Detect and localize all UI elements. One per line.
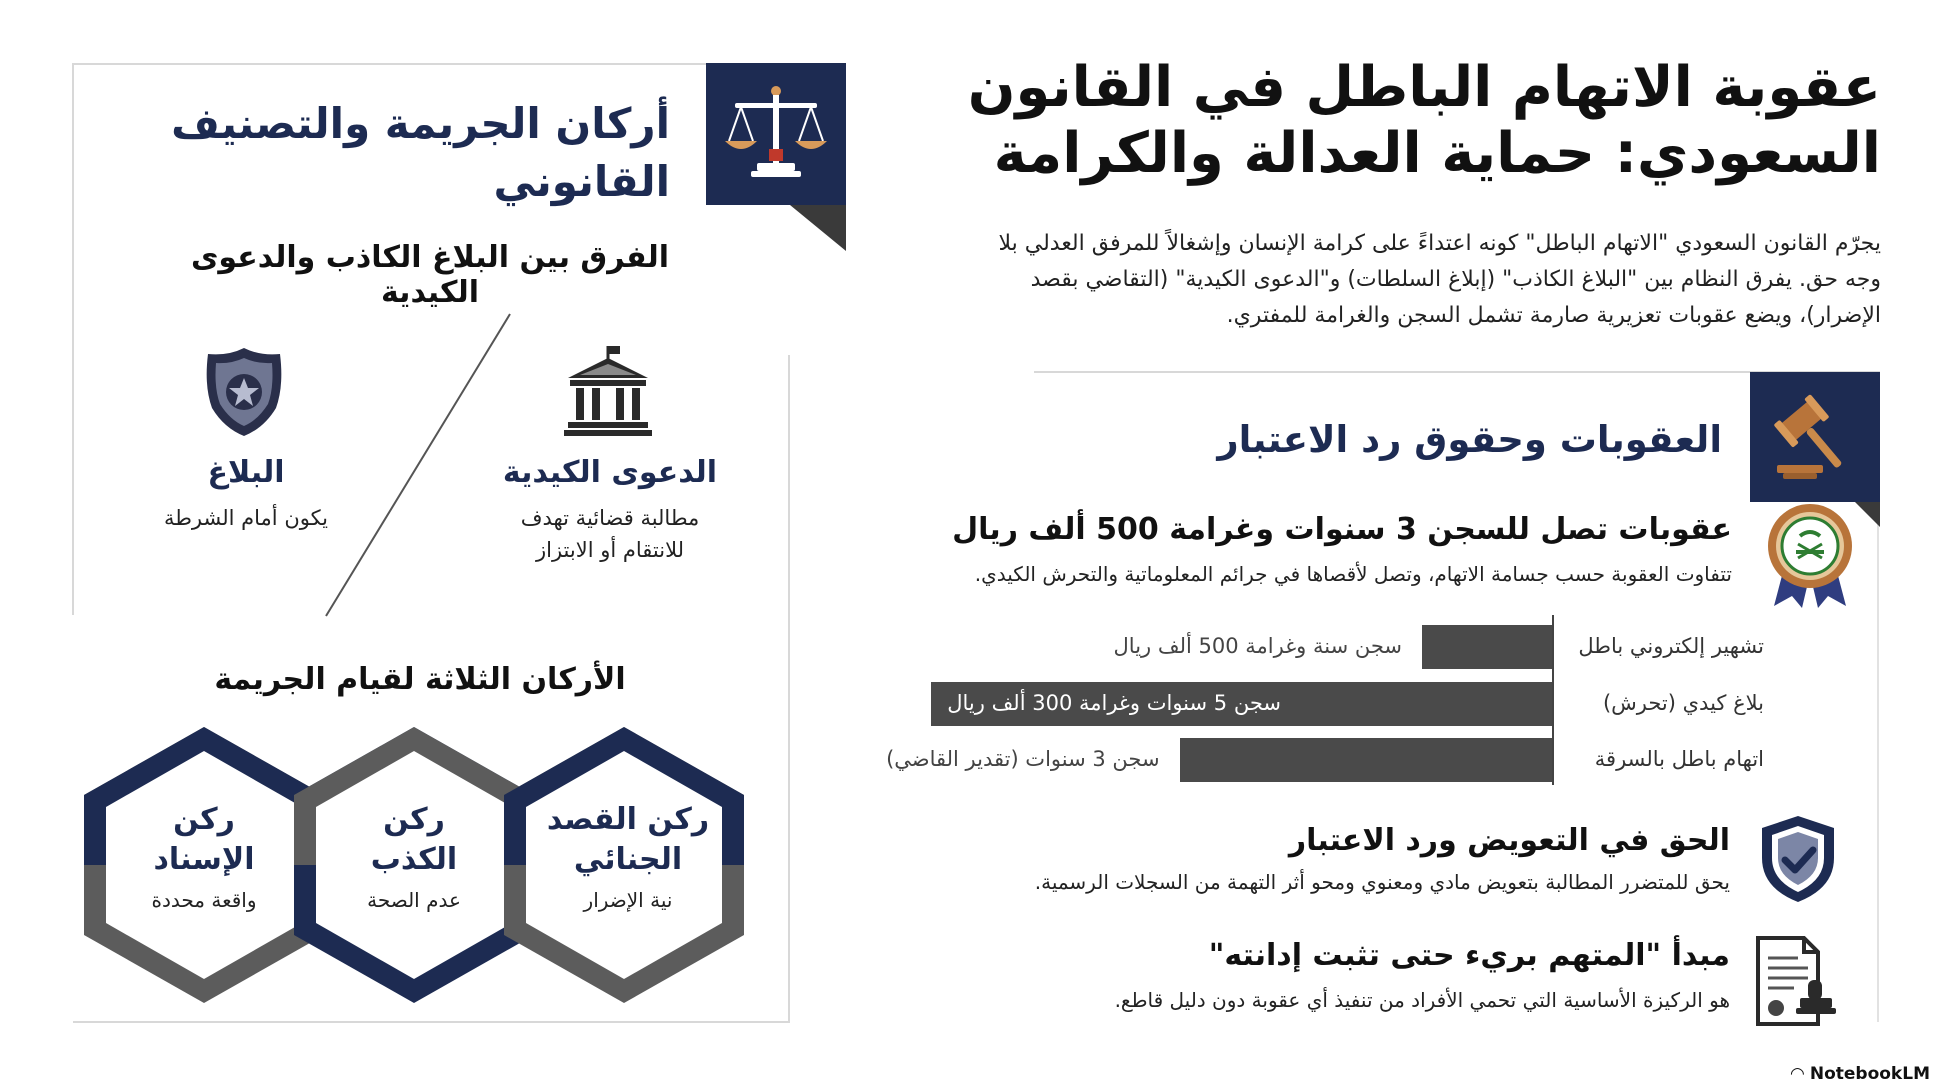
element-attribution-desc: واقعة محددة [151,888,257,912]
police-badge-icon [202,346,286,438]
element-intent-desc: نية الإضرار [583,888,673,912]
chart-value-label: سجن سنة وغرامة 500 ألف ريال [1113,634,1402,658]
malicious-suit-title: الدعوى الكيدية [502,455,718,490]
notebooklm-logo-icon: ◠ [1790,1064,1804,1084]
penalties-section-title: العقوبات وحقوق رد الاعتبار [1217,418,1722,461]
penalty-headline: عقوبات تصل للسجن 3 سنوات وغرامة 500 ألف ريال [952,512,1732,547]
chart-category-label: بلاغ كيدي (تحرش) [1602,691,1764,715]
intro-line-1: يجرّم القانون السعودي "الاتهام الباطل" كونه اعتداءً على كرامة الإنسان وإشغالاً للمرفق العدلي بلا [998,231,1881,256]
box-fold [790,205,846,251]
page-title-line-2: السعودي: حماية العدالة والكرامة [993,121,1881,186]
elements-title: الأركان الثلاثة لقيام الجريمة [214,662,626,697]
intro-paragraph [881,226,1881,334]
brand-label: NotebookLM [1809,1064,1930,1084]
element-card-intent [528,800,728,912]
element-falsehood-desc: عدم الصحة [367,888,461,912]
report-desc: يكون أمام الشرطة [163,506,329,530]
document-stamp-icon [1754,934,1844,1028]
compensation-desc: يحق للمتضرر المطالبة بتعويض مادي ومعنوي ومحو أثر التهمة من السجلات الرسمية. [1034,870,1730,894]
penalty-headline-desc: تتفاوت العقوبة حسب جسامة الاتهام، وتصل لأقصاها في جرائم المعلوماتية والتحرش الكيدي. [974,562,1732,586]
element-intent-title-line-2: الجنائي [573,842,683,877]
chart-category-label: تشهير إلكتروني باطل [1578,634,1764,658]
left-title-line-1: أركان الجريمة والتصنيف [171,99,670,148]
malicious-suit-desc-line-2: للانتقام أو الابتزاز [535,538,684,562]
element-card-attribution [104,800,304,912]
scales-icon-box [706,63,846,205]
principle-title: مبدأ "المتهم بريء حتى تثبت إدانته" [1208,938,1730,973]
panel-border [788,355,790,1023]
panel-border [73,63,711,65]
chart-bar [1180,738,1552,782]
left-title-line-2: القانوني [493,157,670,206]
scales-of-justice-icon [721,79,831,189]
report-title: البلاغ [207,455,285,490]
principle-desc: هو الركيزة الأساسية التي تحمي الأفراد من تنفيذ أي عقوبة دون دليل قاطع. [1114,988,1730,1012]
malicious-suit-desc-line-1: مطالبة قضائية تهدف [520,506,700,530]
courthouse-icon [560,344,656,440]
intro-line-2: وجه حق. يفرق النظام بين "البلاغ الكاذب" (إبلاغ السلطات) و"الدعوى الكيدية" (التقاضي بقصد [1030,267,1881,292]
left-panel-title [150,95,670,211]
chart-bar [1422,625,1552,669]
difference-title: الفرق بين البلاغ الكاذب والدعوى الكيدية [190,240,670,310]
element-card-falsehood [314,800,514,912]
award-seal-icon [1760,498,1860,610]
element-intent-title-line-1: ركن القصد [546,802,710,837]
chart-axis-line [1552,615,1554,785]
malicious-suit-desc [480,502,740,566]
chart-value-label: سجن 3 سنوات (تقدير القاضي) [886,747,1160,771]
compensation-title: الحق في التعويض ورد الاعتبار [1288,823,1730,858]
element-falsehood-title-line-2: الكذب [370,842,458,877]
chart-category-label: اتهام باطل بالسرقة [1594,747,1764,771]
intro-line-3: الإضرار)، ويضع عقوبات تعزيرية صارمة تشمل السجن والغرامة للمفتري. [1226,303,1881,328]
panel-border [72,63,74,615]
element-falsehood-title-line-1: ركن [383,802,445,837]
panel-border [73,1021,790,1023]
shield-check-icon [1756,812,1840,906]
gavel-icon-box [1750,372,1880,502]
element-attribution-title-line-2: الإسناد [153,842,255,877]
penalty-bar-chart [880,605,1780,795]
element-attribution-title-line-1: ركن [173,802,235,837]
page-title [881,55,1881,187]
page-title-line-1: عقوبة الاتهام الباطل في القانون [967,55,1881,120]
gavel-icon [1765,387,1865,487]
notebooklm-brand [1791,1064,1930,1084]
chart-value-label: سجن 5 سنوات وغرامة 300 ألف ريال [947,691,1281,715]
